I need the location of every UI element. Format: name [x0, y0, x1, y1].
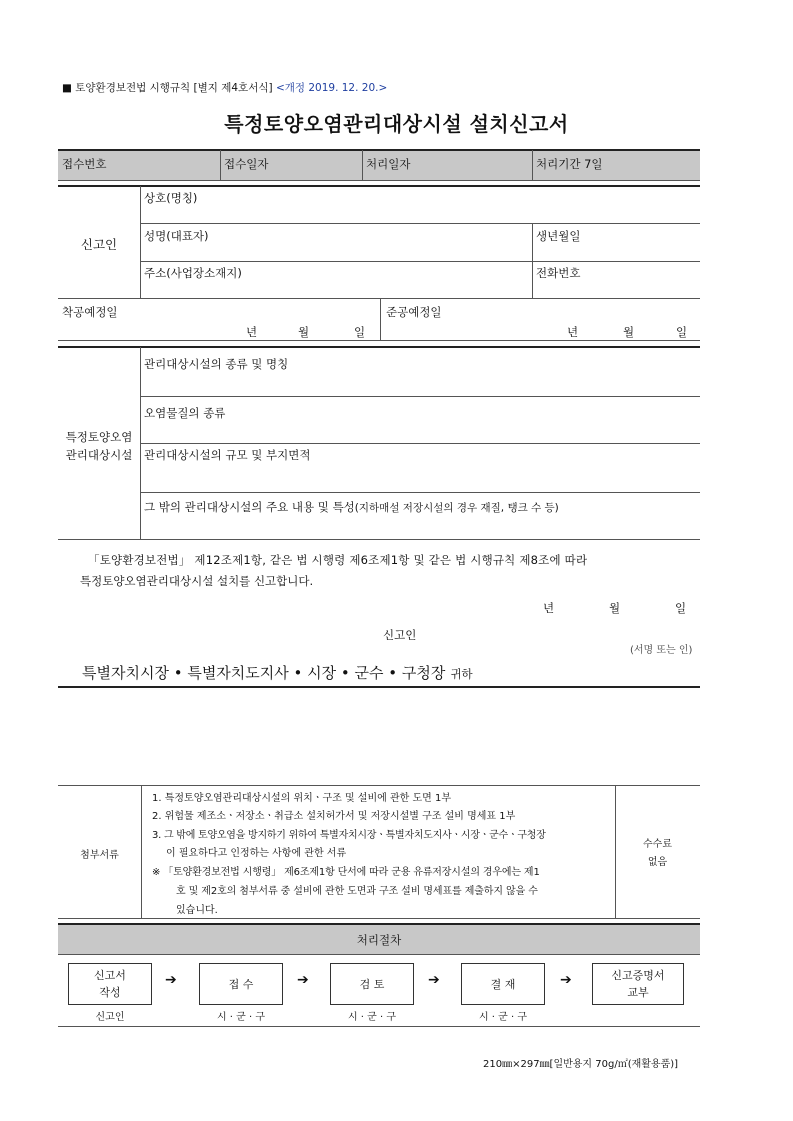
attachment-note-c: 있습니다.: [176, 905, 218, 916]
phone-field[interactable]: 전화번호: [536, 266, 581, 280]
step-certificate-issue: 신고증명서 교부: [592, 963, 684, 1005]
reporter-label: 신고인: [80, 237, 118, 252]
step-actor-city: 시 · 군 · 구: [478, 1012, 528, 1023]
start-month[interactable]: 월: [298, 325, 310, 339]
form-reference: [62, 80, 387, 95]
declaration-year[interactable]: 년: [543, 601, 555, 615]
attachments-label: 첨부서류: [80, 850, 119, 861]
completion-month[interactable]: 월: [623, 325, 635, 339]
addressee: 특별자치시장 • 특별자치도지사 • 시장 • 군수 • 구청장 귀하: [82, 664, 473, 682]
attachment-item-3b: 이 필요하다고 인정하는 사항에 관한 서류: [166, 848, 347, 859]
signature-note[interactable]: (서명 또는 인): [630, 645, 693, 656]
attachment-item-2: 2. 위험물 제조소ㆍ저장소ㆍ취급소 설치허가서 및 저장시설별 구조 설비 명세표 1부: [152, 811, 516, 822]
paper-spec-footer: 210㎜×297㎜[일반용지 70g/㎡(재활용품)]: [483, 1059, 679, 1070]
birth-date-field[interactable]: 생년월일: [536, 229, 581, 243]
process-date-label: 처리일자: [366, 157, 411, 171]
arrow-right-icon: ➔: [297, 972, 309, 988]
declaration-month[interactable]: 월: [609, 601, 621, 615]
start-date-label: 착공예정일: [62, 305, 118, 319]
step-approval: 결 재: [461, 963, 545, 1005]
facility-type-field[interactable]: 관리대상시설의 종류 및 명칭: [144, 357, 289, 371]
pollutant-type-field[interactable]: 오염물질의 종류: [144, 406, 226, 420]
completion-date-label: 준공예정일: [386, 305, 442, 319]
facility-scale-field[interactable]: 관리대상시설의 규모 및 부지면적: [144, 448, 311, 462]
step-actor-city: 시 · 군 · 구: [216, 1012, 266, 1023]
representative-name-field[interactable]: 성명(대표자): [144, 229, 209, 243]
attachment-note-a: ※ 「토양환경보전법 시행령」 제6조제1항 단서에 따라 군용 유류저장시설의 경우에는 제1: [152, 867, 540, 878]
fee-info: 수수료 없음: [643, 839, 672, 868]
declaration-line-1: 「토양환경보전법」 제12조제1항, 같은 법 시행령 제6조제1항 및 같은 법 시행규칙 제8조에 따라: [88, 553, 588, 567]
arrow-right-icon: ➔: [165, 972, 177, 988]
attachment-note-b: 호 및 제2호의 첨부서류 중 설비에 관한 도면과 구조 설비 명세표를 제출하지 않을 수: [176, 886, 538, 897]
attachment-item-1: 1. 특정토양오염관리대상시설의 위치ㆍ구조 및 설비에 관한 도면 1부: [152, 793, 451, 804]
company-name-field[interactable]: 상호(명칭): [144, 191, 198, 205]
facility-section-label: 특정토양오염 관리대상시설: [65, 430, 133, 462]
arrow-right-icon: ➔: [428, 972, 440, 988]
declaration-day[interactable]: 일: [675, 601, 687, 615]
arrow-right-icon: ➔: [560, 972, 572, 988]
process-period-label: 처리기간 7일: [536, 157, 603, 171]
page-title: 특정토양오염관리대상시설 설치신고서: [224, 112, 569, 136]
declaration-line-2: 특정토양오염관리대상시설 설치를 신고합니다.: [80, 574, 314, 588]
start-year[interactable]: 년: [246, 325, 258, 339]
step-report-write: 신고서 작성: [68, 963, 152, 1005]
receipt-number-label: 접수번호: [62, 157, 107, 171]
facility-other-field[interactable]: 그 밖의 관리대상시설의 주요 내용 및 특성(지하매설 저장시설의 경우 재질, 탱크 수 등): [144, 500, 559, 514]
declaration-reporter-label: 신고인: [383, 628, 417, 642]
address-field[interactable]: 주소(사업장소재지): [144, 266, 242, 280]
step-actor-city: 시 · 군 · 구: [347, 1012, 397, 1023]
square-marker-icon: ■: [62, 82, 72, 94]
step-receipt: 접 수: [199, 963, 283, 1005]
step-review: 검 토: [330, 963, 414, 1005]
attachment-item-3a: 3. 그 밖에 토양오염을 방지하기 위하여 특별자치시장ㆍ특별자치도지사ㆍ시장ㆍ군수ㆍ구청장: [152, 830, 546, 841]
completion-day[interactable]: 일: [676, 325, 688, 339]
receipt-date-label: 접수일자: [224, 157, 269, 171]
completion-year[interactable]: 년: [567, 325, 579, 339]
procedure-title: 처리절차: [356, 933, 402, 947]
law-reference: 토양환경보전법 시행규칙 [별지 제4호서식]: [75, 82, 273, 94]
step-actor-reporter: 신고인: [95, 1012, 125, 1023]
start-day[interactable]: 일: [354, 325, 366, 339]
revision-date: <개정 2019. 12. 20.>: [275, 82, 388, 94]
